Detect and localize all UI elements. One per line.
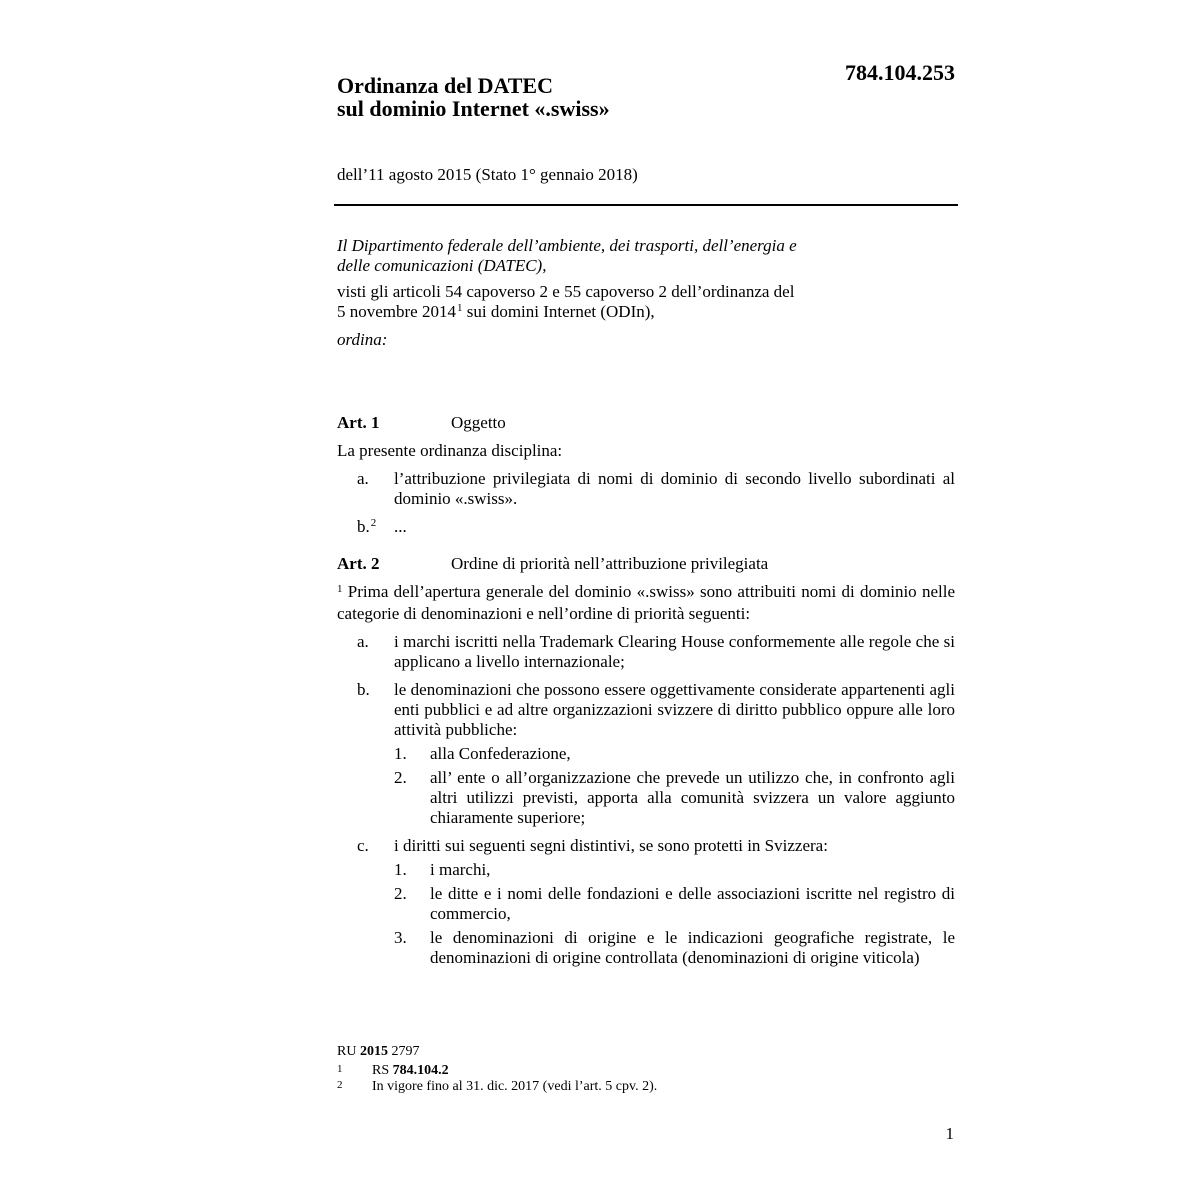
sub-marker: 1. bbox=[394, 744, 407, 763]
sub-marker: 2. bbox=[394, 884, 407, 903]
preamble-visti-rest: sui domini Internet (ODIn), bbox=[462, 302, 655, 321]
article-1-item-a bbox=[337, 469, 955, 509]
article-1-item-b bbox=[337, 517, 955, 537]
article-1-label: Art. 1 bbox=[337, 413, 380, 432]
list-item-text: le denominazioni che possono essere oggettivamente considerate appartenenti agli enti pubblici e ad altre organizzazioni svizzere di diritto pubblico oppure alle loro attività pubbliche: bbox=[394, 680, 955, 739]
article-2-item-a bbox=[337, 632, 955, 672]
list-marker: b. bbox=[357, 680, 370, 699]
sub-item-text: alla Confederazione, bbox=[430, 744, 571, 763]
footnotes bbox=[337, 1043, 937, 1095]
article-2-item-c-sub-3 bbox=[394, 928, 955, 968]
sr-number: 784.104.253 bbox=[845, 60, 955, 85]
article-1-title: Oggetto bbox=[451, 413, 506, 432]
list-item-text: l’attribuzione privilegiata di nomi di dominio di secondo livello subordinati al dominio «.swiss». bbox=[394, 469, 955, 508]
sub-marker: 2. bbox=[394, 768, 407, 787]
list-marker: b.$^2$ bbox=[357, 517, 377, 536]
article-1-intro: La presente ordinanza disciplina: bbox=[337, 441, 563, 460]
article-2-item-c-sub-2 bbox=[394, 884, 955, 924]
ru-reference: RU 2015 2797 bbox=[337, 1044, 420, 1059]
sub-list bbox=[394, 860, 955, 968]
sub-item-text: i marchi, bbox=[430, 860, 491, 879]
title-line-2: sul dominio Internet «.swiss» bbox=[337, 96, 610, 121]
article-2-title: Ordine di priorità nell’attribuzione privilegiata bbox=[451, 554, 769, 573]
document-title bbox=[337, 74, 777, 120]
sub-marker: 3. bbox=[394, 928, 407, 947]
footnote-number: 2 bbox=[337, 1079, 343, 1091]
article-2-item-c-sub-1 bbox=[394, 860, 955, 880]
header-divider bbox=[334, 204, 958, 206]
preamble-authority-line-1: Il Dipartimento federale dell’ambiente, dei trasporti, dell’energia e bbox=[337, 236, 797, 255]
article-2-item-b bbox=[337, 680, 955, 828]
footnote-ref-2[interactable]: 2 bbox=[370, 517, 377, 529]
page-number: 1 bbox=[945, 1124, 954, 1143]
list-item-text: i marchi iscritti nella Trademark Clearing House conformemente alle regole che si applicano a livello internazionale; bbox=[394, 632, 955, 671]
article-2-heading bbox=[337, 554, 955, 574]
article-2-item-c bbox=[337, 836, 955, 968]
article-1-heading bbox=[337, 413, 955, 433]
footnote-1-reference[interactable]: 784.104.2 bbox=[392, 1063, 449, 1078]
footnote-2-text: In vigore fino al 31. dic. 2017 (vedi l’art. 5 cpv. 2). bbox=[372, 1079, 658, 1094]
title-line-1: Ordinanza del DATEC bbox=[337, 73, 553, 98]
sub-list bbox=[394, 744, 955, 828]
paragraph-text: Prima dell’apertura generale del dominio «.swiss» sono attribuiti nomi di dominio nelle categorie di denominazioni e nell’ordine di priorità seguenti: bbox=[337, 582, 955, 623]
list-marker: c. bbox=[357, 836, 369, 855]
article-1 bbox=[337, 413, 955, 537]
list-marker: a. bbox=[357, 469, 369, 488]
article-2-item-b-sub-2 bbox=[394, 768, 955, 828]
footnote-1: 1 RS 784.104.2 bbox=[337, 1063, 449, 1078]
list-marker: a. bbox=[357, 632, 369, 651]
document-date: dell’11 agosto 2015 (Stato 1° gennaio 2018) bbox=[337, 165, 638, 184]
list-item-text: ... bbox=[394, 517, 407, 536]
sub-marker: 1. bbox=[394, 860, 407, 879]
article-2-label: Art. 2 bbox=[337, 554, 380, 573]
paragraph-number: 1 bbox=[337, 583, 343, 595]
preamble-visti-line-2 bbox=[337, 302, 897, 324]
preamble-authority-line-2: delle comunicazioni (DATEC), bbox=[337, 256, 547, 275]
articles bbox=[337, 413, 955, 968]
sub-item-text: all’ ente o all’organizzazione che prevede un utilizzo che, in confronto agli altri utilizzi previsti, apporta alla comunità svizzera un valore aggiunto chiaramente superiore; bbox=[430, 768, 955, 827]
list-item-text: i diritti sui seguenti segni distintivi, se sono protetti in Svizzera: bbox=[394, 836, 828, 855]
article-2-paragraph-1 bbox=[337, 582, 955, 624]
sub-item-text: le ditte e i nomi delle fondazioni e delle associazioni iscritte nel registro di commercio, bbox=[430, 884, 955, 923]
article-2-item-b-sub-1 bbox=[394, 744, 955, 764]
footnote-number: 1 bbox=[337, 1063, 343, 1075]
preamble-visti-date: 5 novembre 2014 bbox=[337, 302, 456, 321]
preamble bbox=[337, 236, 897, 350]
footnote-ref-1[interactable]: 1 bbox=[456, 302, 463, 314]
preamble-ordina: ordina: bbox=[337, 330, 388, 349]
footnote-2 bbox=[337, 1079, 937, 1095]
sub-item-text: le denominazioni di origine e le indicazioni geografiche registrate, le denominazioni di origine controllata (denominazioni di origine viticola) bbox=[430, 928, 955, 967]
article-2 bbox=[337, 554, 955, 968]
preamble-visti-line-1: visti gli articoli 54 capoverso 2 e 55 capoverso 2 dell’ordinanza del bbox=[337, 282, 795, 301]
